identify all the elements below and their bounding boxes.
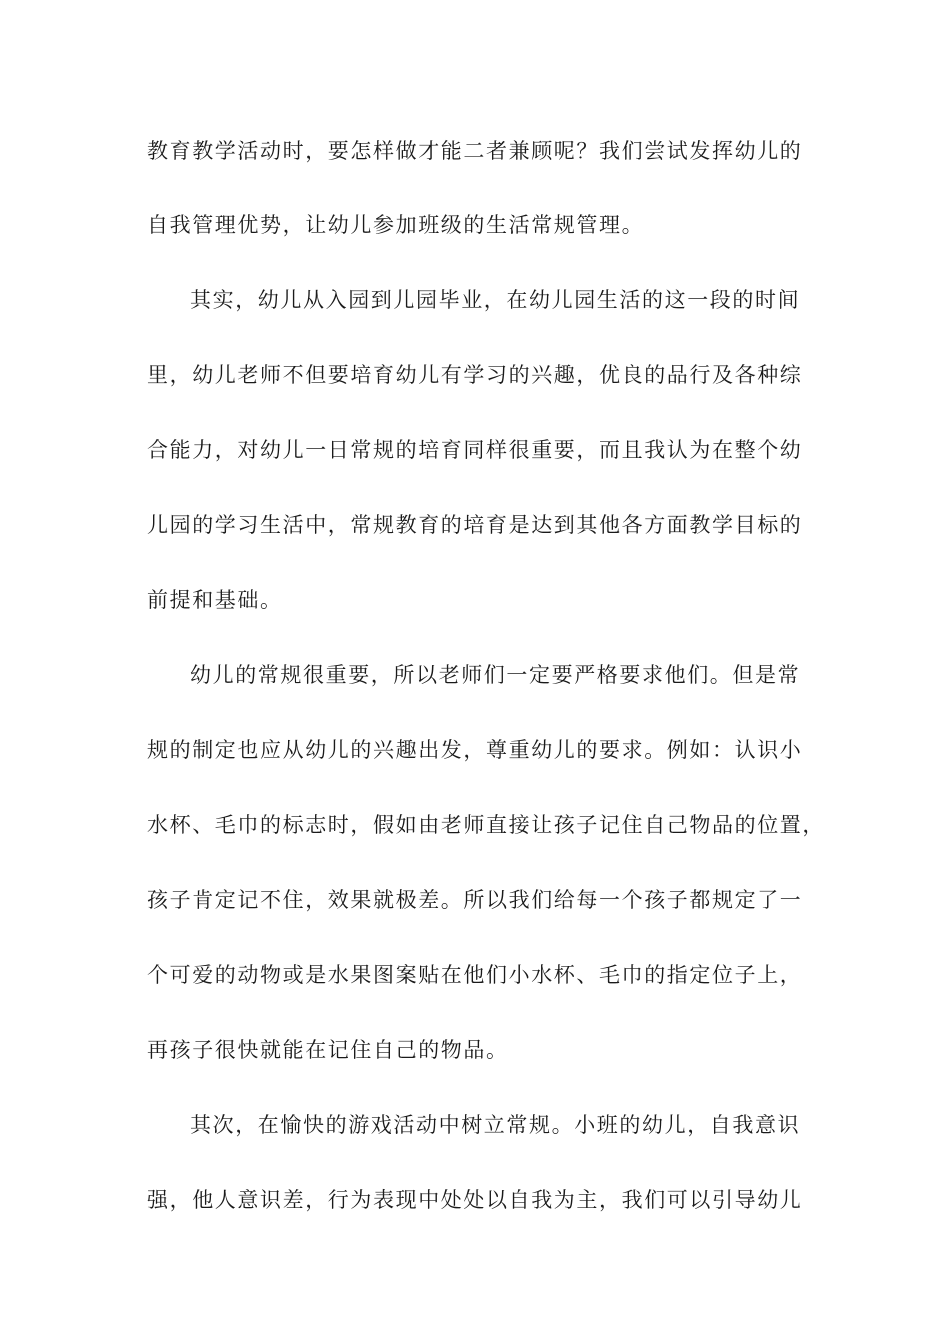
- paragraph-line: 强，他人意识差，行为表现中处处以自我为主，我们可以引导幼儿: [147, 1188, 803, 1212]
- paragraph-line: 再孩子很快就能在记住自己的物品。: [147, 1038, 509, 1062]
- paragraph-line: 规的制定也应从幼儿的兴趣出发，尊重幼儿的要求。例如：认识小: [147, 738, 803, 762]
- paragraph-line: 里，幼儿老师不但要培育幼儿有学习的兴趣，优良的品行及各种综: [147, 363, 803, 387]
- paragraph-line: 教育教学活动时，要怎样做才能二者兼顾呢？我们尝试发挥幼儿的: [147, 139, 803, 163]
- paragraph-first-line: 幼儿的常规很重要，所以老师们一定要严格要求他们。但是常: [190, 663, 801, 687]
- paragraph-line: 个可爱的动物或是水果图案贴在他们小水杯、毛巾的指定位子上，: [147, 963, 803, 987]
- paragraph-first-line: 其实，幼儿从入园到儿园毕业，在幼儿园生活的这一段的时间: [190, 288, 801, 312]
- paragraph-line: 孩子肯定记不住，效果就极差。所以我们给每一个孩子都规定了一: [147, 888, 803, 912]
- paragraph-line: 水杯、毛巾的标志时，假如由老师直接让孩子记住自己物品的位置，: [147, 813, 825, 837]
- paragraph-line: 自我管理优势，让幼儿参加班级的生活常规管理。: [147, 213, 645, 237]
- paragraph-first-line: 其次，在愉快的游戏活动中树立常规。小班的幼儿，自我意识: [190, 1113, 801, 1137]
- paragraph-line: 合能力，对幼儿一日常规的培育同样很重要，而且我认为在整个幼: [147, 438, 803, 462]
- paragraph-line: 前提和基础。: [147, 588, 283, 612]
- paragraph-line: 儿园的学习生活中，常规教育的培育是达到其他各方面教学目标的: [147, 513, 803, 537]
